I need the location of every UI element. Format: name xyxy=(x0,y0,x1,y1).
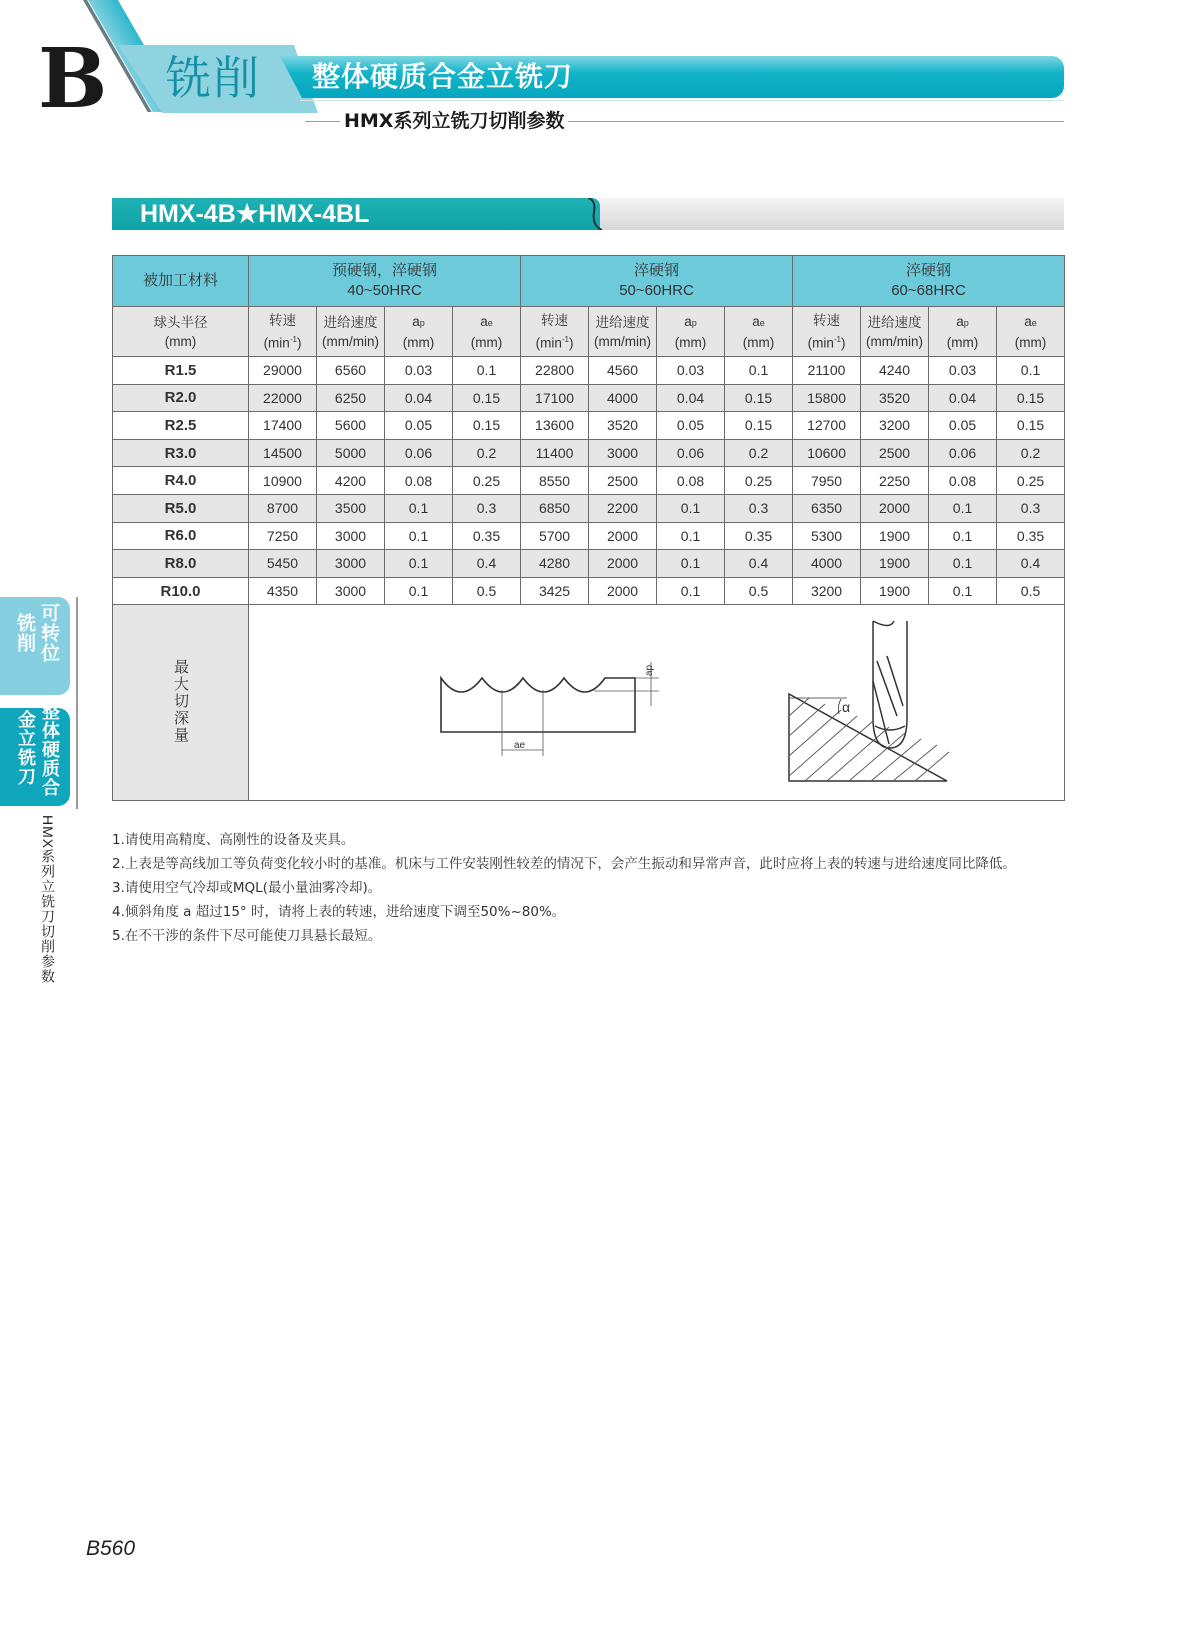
value-cell: 2000 xyxy=(589,522,657,550)
group-header-1: 预硬钢，淬硬钢 40~50HRC xyxy=(249,256,521,307)
value-cell: 0.08 xyxy=(929,467,997,495)
value-cell: 0.25 xyxy=(725,467,793,495)
value-cell: 0.1 xyxy=(657,577,725,605)
value-cell: 14500 xyxy=(249,439,317,467)
category-bar-underline xyxy=(300,100,1064,101)
table-row xyxy=(113,494,1065,522)
value-cell: 0.05 xyxy=(385,412,453,440)
speed-header-group-3: 转速 $(\min^{-1})$ xyxy=(793,307,861,357)
speed-header-group-2: 转速 $(\min^{-1})$ xyxy=(521,307,589,357)
value-cell: 12700 xyxy=(793,412,861,440)
table-row xyxy=(113,439,1065,467)
value-cell: 0.25 xyxy=(453,467,521,495)
value-cell: 0.25 xyxy=(997,467,1065,495)
radius-cell: R2.5 xyxy=(113,412,249,440)
value-cell: 0.1 xyxy=(385,550,453,578)
value-cell: 0.04 xyxy=(929,384,997,412)
banner-curve-icon xyxy=(588,198,604,230)
value-cell: 2000 xyxy=(589,550,657,578)
value-cell: 0.06 xyxy=(929,439,997,467)
table-group-header-row xyxy=(113,256,1065,307)
value-cell: 5700 xyxy=(521,522,589,550)
radius-cell: R10.0 xyxy=(113,577,249,605)
value-cell: 8550 xyxy=(521,467,589,495)
table-row xyxy=(113,357,1065,385)
value-cell: 3500 xyxy=(317,494,385,522)
value-cell: 0.3 xyxy=(997,494,1065,522)
value-cell: 2250 xyxy=(861,467,929,495)
value-cell: 6560 xyxy=(317,357,385,385)
value-cell: 13600 xyxy=(521,412,589,440)
value-cell: 0.15 xyxy=(725,412,793,440)
table-row xyxy=(113,577,1065,605)
value-cell: 15800 xyxy=(793,384,861,412)
diagram-row xyxy=(113,605,1065,801)
ae-header-group-2: ae (mm) xyxy=(725,307,793,357)
value-cell: 5000 xyxy=(317,439,385,467)
note-item: 3.请使用空气冷却或MQL(最小量油雾冷却)。 xyxy=(112,880,382,896)
value-cell: 0.35 xyxy=(453,522,521,550)
ap-header-group-3: ap (mm) xyxy=(929,307,997,357)
value-cell: 4200 xyxy=(317,467,385,495)
radius-cell: R6.0 xyxy=(113,522,249,550)
feed-header-group-3: 进给速度 (mm/min) xyxy=(861,307,929,357)
note-item: 5.在不干涉的条件下尽可能使刀具悬长最短。 xyxy=(112,928,382,944)
stepover-profile-icon xyxy=(441,678,635,732)
ap-header-group-2: ap (mm) xyxy=(657,307,725,357)
value-cell: 4350 xyxy=(249,577,317,605)
value-cell: 0.1 xyxy=(657,550,725,578)
value-cell: 0.2 xyxy=(453,439,521,467)
value-cell: 0.06 xyxy=(385,439,453,467)
table-row xyxy=(113,550,1065,578)
svg-text:ae: ae xyxy=(514,739,526,751)
value-cell: 0.05 xyxy=(657,412,725,440)
value-cell: 0.08 xyxy=(385,467,453,495)
side-tab-solid-carbide-endmill[interactable] xyxy=(0,702,70,806)
value-cell: 7950 xyxy=(793,467,861,495)
value-cell: 0.1 xyxy=(929,494,997,522)
value-cell: 5450 xyxy=(249,550,317,578)
group-header-3: 淬硬钢 60~68HRC xyxy=(793,256,1065,307)
radius-cell: R1.5 xyxy=(113,357,249,385)
radius-cell: R2.0 xyxy=(113,384,249,412)
svg-text:α: α xyxy=(842,698,851,715)
table-body xyxy=(113,357,1065,801)
value-cell: 0.1 xyxy=(453,357,521,385)
value-cell: 0.05 xyxy=(929,412,997,440)
side-tab-edge xyxy=(76,597,78,809)
group-header-2: 淬硬钢 50~60HRC xyxy=(521,256,793,307)
value-cell: 2500 xyxy=(589,467,657,495)
value-cell: 0.08 xyxy=(657,467,725,495)
section-title: 铣削 xyxy=(165,51,261,105)
value-cell: 0.35 xyxy=(997,522,1065,550)
value-cell: 5600 xyxy=(317,412,385,440)
radius-cell: R3.0 xyxy=(113,439,249,467)
value-cell: 3000 xyxy=(589,439,657,467)
value-cell: 3520 xyxy=(589,412,657,440)
value-cell: 0.5 xyxy=(725,577,793,605)
value-cell: 17100 xyxy=(521,384,589,412)
ap-header-group-1: ap (mm) xyxy=(385,307,453,357)
table-row xyxy=(113,412,1065,440)
value-cell: 3200 xyxy=(793,577,861,605)
radius-cell: R4.0 xyxy=(113,467,249,495)
cutting-depth-diagram xyxy=(249,606,1064,800)
side-vertical-caption: HMX系列立铣刀切削参数 xyxy=(40,815,56,985)
side-tab-label: 可转位 xyxy=(38,603,60,663)
side-tab-label: 金立铣刀 xyxy=(15,710,36,786)
value-cell: 0.4 xyxy=(997,550,1065,578)
value-cell: 22800 xyxy=(521,357,589,385)
value-cell: 7250 xyxy=(249,522,317,550)
diagram-cell xyxy=(249,605,1065,801)
radius-cell: R8.0 xyxy=(113,550,249,578)
value-cell: 21100 xyxy=(793,357,861,385)
value-cell: 0.1 xyxy=(725,357,793,385)
product-title: HMX-4B★HMX-4BL xyxy=(140,200,370,228)
side-tab-indexable-milling[interactable] xyxy=(0,597,70,695)
value-cell: 3000 xyxy=(317,577,385,605)
speed-header-group-1: 转速 $(\min^{-1})$ xyxy=(249,307,317,357)
note-item: 2.上表是等高线加工等负荷变化较小时的基准。机床与工件安装刚性较差的情况下，会产生振动和异常声音，此时应将上表的转速与进给速度同比降低。 xyxy=(112,856,1016,872)
value-cell: 3000 xyxy=(317,522,385,550)
table-row xyxy=(113,384,1065,412)
value-cell: 2200 xyxy=(589,494,657,522)
value-cell: 0.35 xyxy=(725,522,793,550)
value-cell: 1900 xyxy=(861,577,929,605)
value-cell: 0.03 xyxy=(657,357,725,385)
material-header: 被加工材料 xyxy=(113,256,249,307)
value-cell: 0.1 xyxy=(929,550,997,578)
value-cell: 3520 xyxy=(861,384,929,412)
value-cell: 0.15 xyxy=(997,384,1065,412)
value-cell: 0.3 xyxy=(453,494,521,522)
value-cell: 0.1 xyxy=(997,357,1065,385)
table-row xyxy=(113,467,1065,495)
value-cell: 6250 xyxy=(317,384,385,412)
value-cell: 0.03 xyxy=(385,357,453,385)
note-item: 4.倾斜角度 a 超过15° 时，请将上表的转速，进给速度下调至50%~80%。 xyxy=(112,904,566,920)
value-cell: 0.2 xyxy=(997,439,1065,467)
chapter-letter: B xyxy=(38,31,106,127)
value-cell: 1900 xyxy=(861,522,929,550)
value-cell: 10900 xyxy=(249,467,317,495)
value-cell: 0.1 xyxy=(657,494,725,522)
value-cell: 0.15 xyxy=(997,412,1065,440)
value-cell: 0.03 xyxy=(929,357,997,385)
value-cell: 0.1 xyxy=(929,577,997,605)
page-subtitle: HMX系列立铣刀切削参数 xyxy=(340,108,568,134)
value-cell: 0.1 xyxy=(385,494,453,522)
value-cell: 0.06 xyxy=(657,439,725,467)
value-cell: 2500 xyxy=(861,439,929,467)
cutting-parameters-table xyxy=(112,255,1065,801)
value-cell: 0.3 xyxy=(725,494,793,522)
value-cell: 0.4 xyxy=(725,550,793,578)
value-cell: 0.15 xyxy=(453,412,521,440)
value-cell: 1900 xyxy=(861,550,929,578)
value-cell: 4240 xyxy=(861,357,929,385)
ae-header-group-1: ae (mm) xyxy=(453,307,521,357)
value-cell: 0.2 xyxy=(725,439,793,467)
feed-header-group-2: 进给速度 (mm/min) xyxy=(589,307,657,357)
value-cell: 4280 xyxy=(521,550,589,578)
value-cell: 0.1 xyxy=(929,522,997,550)
value-cell: 6350 xyxy=(793,494,861,522)
value-cell: 3425 xyxy=(521,577,589,605)
value-cell: 2000 xyxy=(861,494,929,522)
ball-endmill-slope-icon xyxy=(789,621,947,781)
value-cell: 0.15 xyxy=(453,384,521,412)
value-cell: 0.1 xyxy=(657,522,725,550)
value-cell: 4000 xyxy=(793,550,861,578)
svg-text:ap: ap xyxy=(644,664,655,676)
ae-header-group-3: ae (mm) xyxy=(997,307,1065,357)
value-cell: 0.04 xyxy=(657,384,725,412)
value-cell: 17400 xyxy=(249,412,317,440)
value-cell: 29000 xyxy=(249,357,317,385)
feed-header-group-1: 进给速度 (mm/min) xyxy=(317,307,385,357)
value-cell: 4000 xyxy=(589,384,657,412)
value-cell: 8700 xyxy=(249,494,317,522)
value-cell: 0.5 xyxy=(453,577,521,605)
value-cell: 2000 xyxy=(589,577,657,605)
radius-header: 球头半径 (mm) xyxy=(113,307,249,357)
max-depth-label: 最大切深量 xyxy=(113,605,249,801)
value-cell: 10600 xyxy=(793,439,861,467)
value-cell: 3000 xyxy=(317,550,385,578)
value-cell: 22000 xyxy=(249,384,317,412)
table-row xyxy=(113,522,1065,550)
side-tab-label: 整体硬质合 xyxy=(39,702,60,797)
value-cell: 0.5 xyxy=(997,577,1065,605)
value-cell: 11400 xyxy=(521,439,589,467)
category-title: 整体硬质合金立铣刀 xyxy=(312,60,574,93)
value-cell: 0.15 xyxy=(725,384,793,412)
value-cell: 5300 xyxy=(793,522,861,550)
note-item: 1.请使用高精度、高刚性的设备及夹具。 xyxy=(112,832,355,848)
value-cell: 0.4 xyxy=(453,550,521,578)
value-cell: 3200 xyxy=(861,412,929,440)
table-sub-header-row xyxy=(113,307,1065,357)
page-number: B560 xyxy=(86,1537,136,1560)
value-cell: 0.1 xyxy=(385,522,453,550)
side-tab-label: 铣削 xyxy=(14,613,36,653)
value-cell: 0.1 xyxy=(385,577,453,605)
value-cell: 4560 xyxy=(589,357,657,385)
value-cell: 6850 xyxy=(521,494,589,522)
usage-notes xyxy=(112,828,1072,948)
value-cell: 0.04 xyxy=(385,384,453,412)
radius-cell: R5.0 xyxy=(113,494,249,522)
